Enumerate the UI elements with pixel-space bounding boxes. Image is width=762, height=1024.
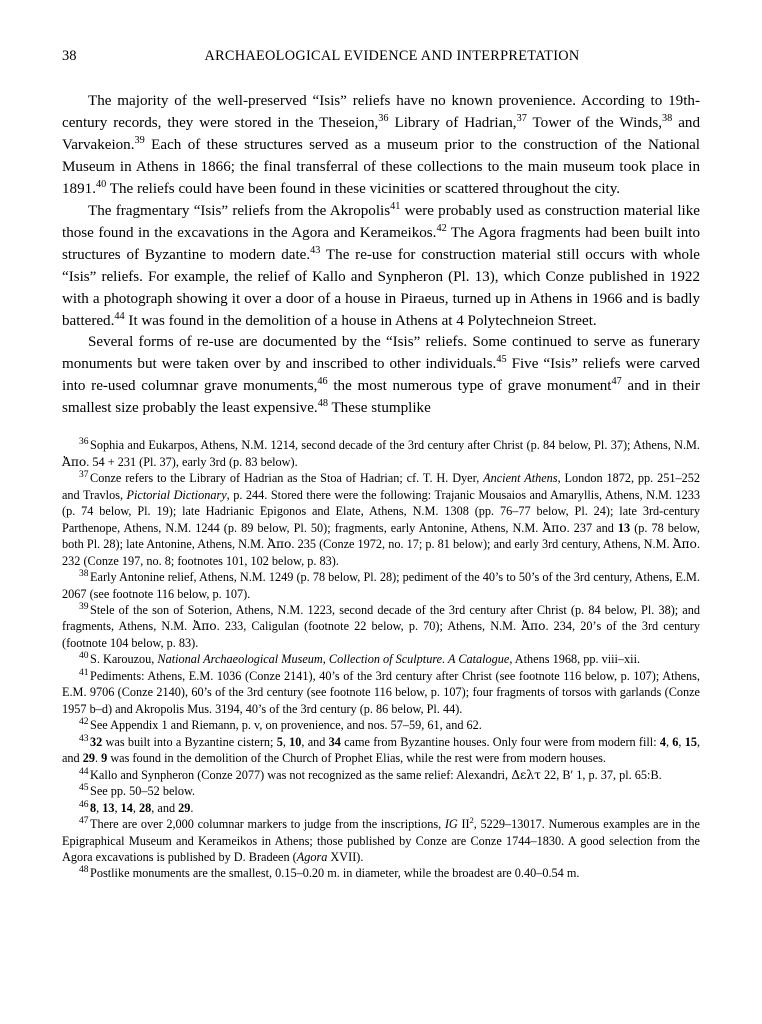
footnote — [62, 651, 700, 667]
paragraph: Several forms of re-use are documented by the “Isis” reliefs. Some continued to serve as funerary monuments but were taken over by and inscribed to other individuals.$^{45}$ Five “Isis” reliefs were carved into re-used columnar grave monuments,$^{46}$ the most numerous type of grave monument$^{47}$ and in their smallest size probably the least expensive.$^{48}$ These stumplike — [62, 334, 701, 417]
footnote-text: Sophia and Eukarpos, Athens, N.M. 1214, second decade of the 3rd century after Christ (p. 84 below, Pl. 37); Athens, N.M. Ἀπο. 54 + 231 (Pl. 37), early 3rd (p. 83 below). — [62, 438, 700, 469]
footnote-list — [62, 437, 700, 882]
footnote-number: 42 — [79, 716, 89, 728]
footnote-number: 43 — [79, 732, 89, 744]
footnote — [62, 800, 700, 816]
footnote — [62, 437, 700, 470]
footnote-text: Conze refers to the Library of Hadrian as the Stoa of Hadrian; cf. T. H. Dyer, Ancient Athens, London 1872, pp. 251–252 and Travlos, Pictorial Dictionary, p. 244. Stored there were the following: Trajanic Mousaios and Amaryllis, Athens, N.M. 1233 (p. 74 below, Pl. 19); late Hadrianic Epigonos and Elate, Athens, N.M. 1308 (pp. 76–77 below, Pl. 24); late 3rd-century Parthenope, Athens, N.M. 1244 (p. 89 below, Pl. 50); fragments, early Antonine, Athens, N.M. Ἀπο. 237 and 13 (p. 78 below, both Pl. 28); late Antonine, Athens, N.M. Ἀπο. 235 (Conze 1972, no. 17; p. 81 below); and early 3rd century, Athens, N.M. Ἀπο. 232 (Conze 197, no. 8; footnotes 101, 102 below, p. 83). — [62, 471, 700, 568]
paragraph: The fragmentary “Isis” reliefs from the Akropolis$^{41}$ were probably used as construction material like those found in the excavations in the Agora and Kerameikos.$^{42}$ The Agora fragments had been built into structures of Byzantine to modern date.$^{43}$ The re-use for construction material still occurs with whole “Isis” reliefs. For example, the relief of Kallo and Synpheron (Pl. 13), which Conze published in 1922 with a photograph showing it over a door of a house in Piraeus, turned up in Athens in 1966 and is badly battered.$^{44}$ It was found in the demolition of a house in Athens at 4 Polytechneion Street. — [62, 200, 700, 329]
footnote-text: See Appendix 1 and Riemann, p. v, on provenience, and nos. 57–59, 61, and 62. — [90, 718, 482, 733]
footnote — [62, 783, 700, 799]
footnote — [62, 865, 700, 881]
footnote — [62, 767, 700, 783]
footnote — [62, 816, 700, 865]
footnote-text: See pp. 50–52 below. — [90, 784, 196, 799]
paragraph: The majority of the well-preserved “Isis” reliefs have no known provenience. According to 19th-century records, they were stored in the Theseion,$^{36}$ Library of Hadrian,$^{37}$ Tower of the Winds,$^{38}$ and Varvakeion.$^{39}$ Each of these structures served as a museum prior to the construction of the National Museum in Athens in 1866; the final transferral of these collections to the main museum took place in 1891.40 The reliefs could have been found in these vicinities or scattered throughout the city. — [62, 93, 701, 197]
footnote-number: 38 — [79, 567, 89, 579]
footnote-number: 48 — [79, 864, 89, 876]
footnote-text: 8, 13, 14, 28, and 29. — [90, 800, 194, 815]
footnote — [62, 734, 700, 767]
page-header — [62, 48, 700, 65]
footnote — [62, 602, 700, 651]
footnote-text: 32 was built into a Byzantine cistern; 5, 10, and 34 came from Byzantine houses. Only four were from modern fill: 4, 6, 15, and 29. 9 was found in the demolition of the Church of Prophet Elias, while the rest were from modern houses. — [62, 734, 701, 766]
footnote — [62, 569, 700, 602]
footnote-text: S. Karouzou, National Archaeological Museum, Collection of Sculpture. A Catalogue, Athens 1968, pp. viii–xii. — [90, 652, 641, 667]
footnote-number: 47 — [79, 815, 89, 826]
footnote-number: 45 — [79, 782, 89, 794]
footnote — [62, 668, 700, 717]
footnote-number: 37 — [79, 469, 89, 481]
footnote-number: 41 — [79, 666, 89, 678]
footnote-number: 46 — [79, 798, 89, 810]
footnote-text: Early Antonine relief, Athens, N.M. 1249 (p. 78 below, Pl. 28); pediment of the 40’s to 50’s of the 3rd century, Athens, E.M. 2067 (see footnote 116 below, p. 107). — [62, 570, 700, 601]
footnotes-section — [62, 437, 700, 882]
page-number: 38 — [62, 48, 77, 64]
footnote-text: Stele of the son of Soterion, Athens, N.M. 1223, second decade of the 3rd century after Christ (p. 84 below, Pl. 38); and fragments, Athens, N.M. Ἀπο. 233, Caligulan (footnote 22 below, p. 70); Athens, N.M. Ἀπο. 234, 20’s of the 3rd century (footnote 104 below, p. 83). — [62, 602, 701, 650]
footnote-number: 40 — [79, 650, 89, 662]
footnote-number: 36 — [79, 436, 89, 448]
footnote-number: 44 — [79, 765, 89, 777]
running-head: ARCHAEOLOGICAL EVIDENCE AND INTERPRETATION — [204, 48, 580, 64]
footnote — [62, 717, 700, 733]
footnote-text: Pediments: Athens, E.M. 1036 (Conze 2141), 40’s of the 3rd century after Christ (see footnote 116 below, p. 107); Athens, E.M. 9706 (Conze 2140), 60’s of the 3rd century (see footnote 116 below, p. 107); four fragments of torsos with garlands (Conze 1957 b–d) and Akropolis Mus. 3194, 40’s of the 3rd century (p. 86 below, Pl. 44). — [62, 668, 700, 716]
footnote-text: There are over 2,000 columnar markers to judge from the inscriptions, IG $II^2$, 5229–13017. Numerous examples are in the Epigraphical Museum and Kerameikos in Athens; those published by Conze are Conze 1744–1830. A good selection from the Agora excavations is published by D. Bradeen (Agora XVII). — [62, 816, 700, 865]
footnote-text: Kallo and Synpheron (Conze 2077) was not recognized as the same relief: Alexandri, Δελτ 22, B′ 1, p. 37, pl. 65:B. — [90, 767, 662, 782]
body-text — [62, 91, 700, 420]
footnote — [62, 470, 700, 569]
footnote-number: 39 — [79, 600, 89, 612]
footnote-text: Postlike monuments are the smallest, 0.15–0.20 m. in diameter, while the broadest are 0.40–0.54 m. — [90, 866, 580, 881]
